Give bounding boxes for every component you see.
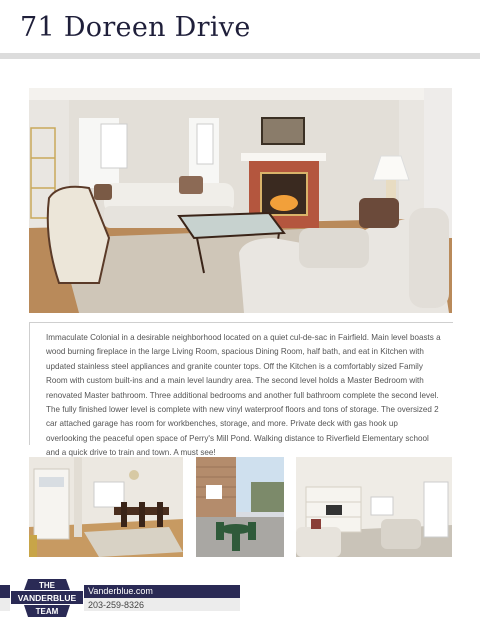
phone-number: 203-259-8326 — [88, 600, 145, 610]
header-divider — [0, 53, 480, 59]
logo-the: THE — [39, 581, 55, 590]
dining-room-photo — [29, 457, 183, 557]
family-room-photo — [296, 457, 452, 557]
living-room-photo — [29, 88, 452, 313]
logo-vanderblue: VANDERBLUE — [17, 593, 77, 603]
website-link[interactable]: Vanderblue.com — [88, 586, 153, 596]
deck-photo — [196, 457, 284, 557]
property-description: Immaculate Colonial in a desirable neighborhood located on a quiet cul-de-sac in Fairfield. Main level boasts a wood burning fireplace in the large Living Room, spacious Dining Room, half bath, and eat in Kitchen with updated stainless steel appliances and granite counter tops. Off the Kitchen is a comfortably sized Family Room with custom built-ins and a main level laundry area. The second level holds a Master Bedroom with renovated Master bathroom. Three additional bedrooms and another full bathroom complete the second level. The fully finished lower level is complete with new vinyl waterproof floors and tons of storage. The oversized 2 car attached garage has room for workbenches, storage, and more. Private deck with gas hook up overlooking the peaceful open space of Perry's Mill Pond. Walking distance to Riverfield Elementary school and a quick drive to train and town. A must see! — [46, 333, 441, 458]
logo-team: TEAM — [35, 607, 59, 616]
vanderblue-team-logo — [8, 576, 86, 620]
page-title: 71 Doreen Drive — [20, 12, 251, 43]
